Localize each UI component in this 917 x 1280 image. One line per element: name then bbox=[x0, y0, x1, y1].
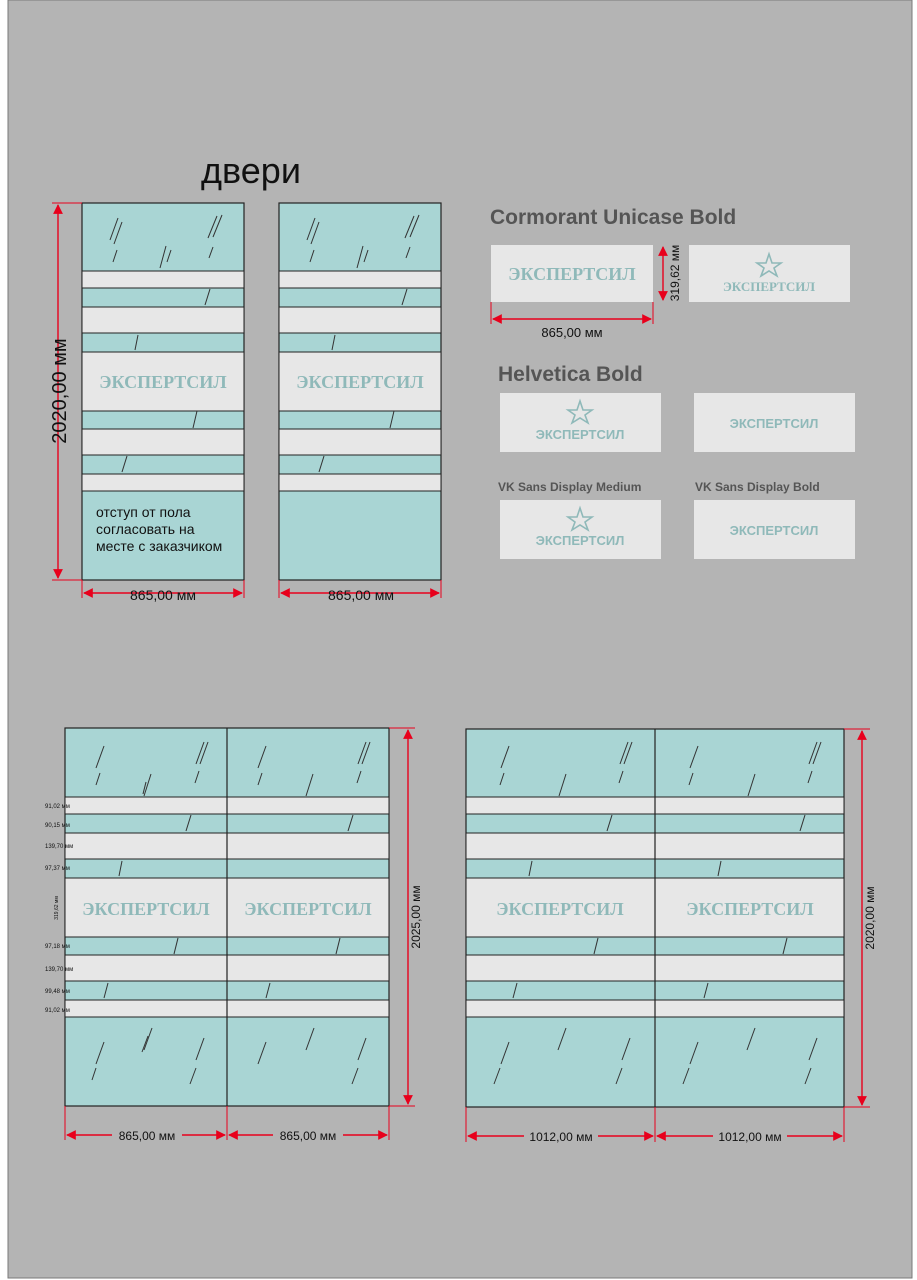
sample-cormorant-plain-logo: ЭКСПЕРТСИЛ bbox=[508, 264, 636, 284]
sample-cormorant-star-logo: ЭКСПЕРТСИЛ bbox=[722, 279, 816, 294]
door-right-logo: ЭКСПЕРТСИЛ bbox=[296, 372, 424, 392]
font-title-cormorant: Cormorant Unicase Bold bbox=[490, 206, 737, 229]
door-note-line-3: месте с заказчиком bbox=[96, 538, 223, 554]
partition-left-width-label-2: 865,00 мм bbox=[279, 1129, 337, 1143]
partition-left-width-label-1: 865,00 мм bbox=[118, 1129, 176, 1143]
door-note-line-2: согласовать на bbox=[96, 521, 195, 537]
strip-label: 97,18 мм bbox=[45, 944, 70, 950]
cormorant-width-label: 865,00 мм bbox=[541, 325, 603, 340]
cormorant-height-label: 319,62 мм bbox=[668, 244, 682, 302]
partition-right-logo-2: ЭКСПЕРТСИЛ bbox=[686, 899, 814, 919]
font-title-helvetica: Helvetica Bold bbox=[498, 363, 643, 386]
strip-label: 139,70 мм bbox=[45, 844, 74, 850]
door-right-strip bbox=[279, 307, 441, 333]
sample-vk-medium-star-logo: ЭКСПЕРТСИЛ bbox=[535, 533, 625, 548]
strip-label: 99,48 мм bbox=[45, 989, 70, 995]
door-left-logo: ЭКСПЕРТСИЛ bbox=[99, 372, 227, 392]
door-left-strip bbox=[82, 307, 244, 333]
door-right-strip bbox=[279, 271, 441, 288]
door-height-label: 2020,00 мм bbox=[49, 338, 71, 444]
door-left-strip bbox=[82, 474, 244, 491]
door-left-strip bbox=[82, 271, 244, 288]
door-left-strip bbox=[82, 429, 244, 455]
door-left-width-label: 865,00 мм bbox=[130, 587, 196, 603]
strip-label: 90,15 мм bbox=[45, 823, 70, 829]
partition-left-logo-1: ЭКСПЕРТСИЛ bbox=[82, 899, 210, 919]
sample-vk-bold-plain-logo: ЭКСПЕРТСИЛ bbox=[729, 523, 819, 538]
partition-right-height-label: 2020,00 мм bbox=[863, 886, 877, 950]
font-title-vk-bold: VK Sans Display Bold bbox=[695, 480, 820, 494]
sample-helvetica-star-logo: ЭКСПЕРТСИЛ bbox=[535, 427, 625, 442]
partition-right-width-label-1: 1012,00 мм bbox=[529, 1130, 593, 1144]
door-right-strip bbox=[279, 429, 441, 455]
door-note-line-1: отступ от пола bbox=[96, 504, 191, 520]
door-right-width-label: 865,00 мм bbox=[328, 587, 394, 603]
partition-left bbox=[45, 728, 389, 1106]
door-right bbox=[279, 203, 441, 580]
strip-label: 91,02 мм bbox=[45, 804, 70, 810]
font-title-vk-medium: VK Sans Display Medium bbox=[498, 480, 642, 494]
partition-right bbox=[466, 729, 844, 1107]
partition-left-height-label: 2025,00 мм bbox=[409, 885, 423, 949]
strip-label: 319,62 мм bbox=[54, 896, 60, 920]
door-right-strip bbox=[279, 474, 441, 491]
sample-helvetica-plain-logo: ЭКСПЕРТСИЛ bbox=[729, 416, 819, 431]
partition-right-width-label-2: 1012,00 мм bbox=[718, 1130, 782, 1144]
strip-label: 139,70 мм bbox=[45, 967, 74, 973]
strip-label: 97,37 мм bbox=[45, 866, 70, 872]
partition-right-logo-1: ЭКСПЕРТСИЛ bbox=[496, 899, 624, 919]
strip-label: 91,02 мм bbox=[45, 1008, 70, 1014]
partition-left-logo-2: ЭКСПЕРТСИЛ bbox=[244, 899, 372, 919]
page-title: двери bbox=[201, 150, 301, 191]
